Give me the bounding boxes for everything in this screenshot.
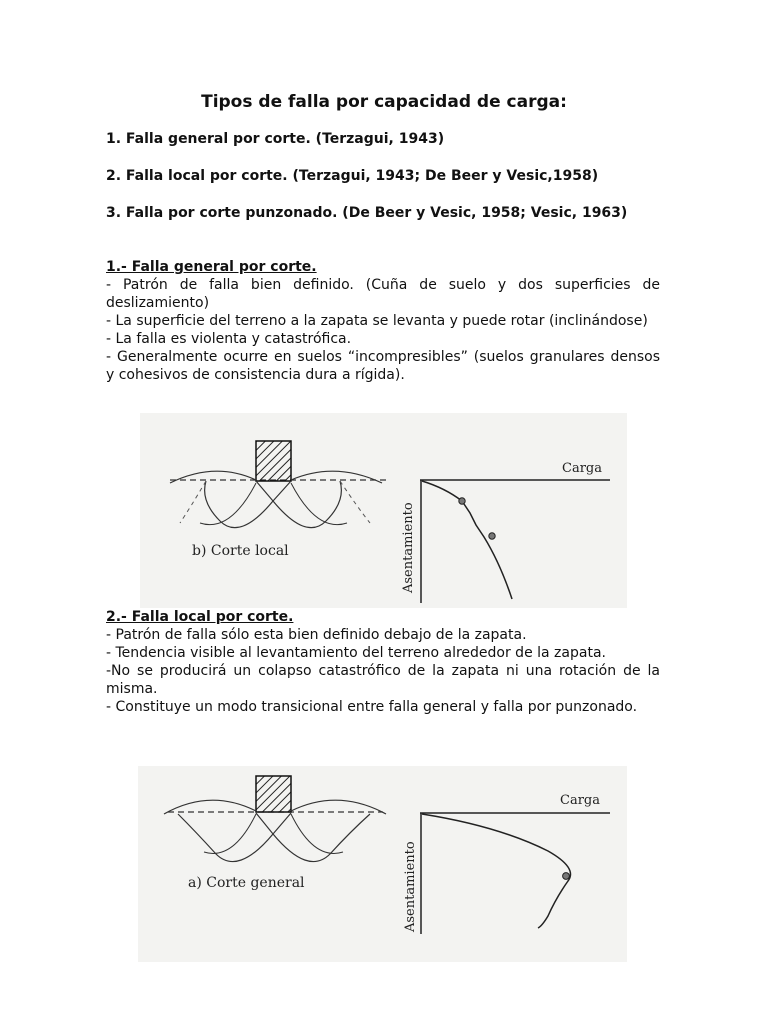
bullet-line: - Generalmente ocurre en suelos “incompresibles” (suelos granulares densos y cohesivos de consistencia dura a rígida).: [106, 349, 660, 383]
load-settlement-curve: [422, 481, 512, 599]
figure-local-shear-drawing: [140, 413, 627, 608]
wedge-lines: [256, 813, 291, 834]
settlement-axis-label: Asentamiento: [403, 841, 418, 932]
figure-caption: a) Corte general: [188, 875, 305, 891]
footing-block: [256, 776, 291, 812]
bullet-line: - Patrón de falla sólo esta bien definido debajo de la zapata.: [106, 627, 527, 643]
list-item-2: 2. Falla local por corte. (Terzagui, 1943; De Beer y Vesic,1958): [106, 168, 599, 184]
slip-surface-right: [273, 814, 370, 862]
dashed-extension-right: [340, 481, 370, 523]
heave-arc-right: [291, 471, 382, 483]
load-settlement-curve: [422, 814, 571, 928]
bullet-line: - Patrón de falla bien definido. (Cuña de suelo y dos superficies de deslizamiento): [106, 277, 660, 311]
dashed-extension-left: [180, 481, 206, 523]
footing-block: [256, 441, 291, 481]
curve-point-2: [489, 533, 495, 539]
page-title: Tipos de falla por capacidad de carga:: [201, 92, 567, 112]
load-axis-label: Carga: [560, 793, 600, 808]
slip-surface-left: [178, 814, 273, 862]
settlement-axis-label: Asentamiento: [401, 502, 416, 593]
list-item-1: 1. Falla general por corte. (Terzagui, 1943): [106, 131, 445, 147]
curve-peak-point: [563, 873, 570, 880]
figure-local-shear: [140, 413, 627, 608]
section-heading: 1.- Falla general por corte.: [106, 259, 317, 275]
bullet-line: -No se producirá un colapso catastrófico de la zapata ni una rotación de la misma.: [106, 663, 660, 697]
slip-surface-right: [273, 481, 341, 528]
load-axis-label: Carga: [562, 461, 602, 476]
figure-caption: b) Corte local: [192, 543, 289, 559]
section-heading: 2.- Falla local por corte.: [106, 609, 294, 625]
slip-surface-left: [205, 481, 273, 528]
section-local-shear: [106, 608, 660, 716]
section-general-shear: [106, 258, 660, 384]
bullet-line: - Tendencia visible al levantamiento del terreno alrededor de la zapata.: [106, 645, 606, 661]
figure-general-shear-drawing: [138, 766, 627, 962]
slip-inner-left: [204, 814, 256, 853]
bullet-line: - La falla es violenta y catastrófica.: [106, 331, 352, 347]
slip-inner-left: [200, 483, 256, 525]
figure-general-shear: [138, 766, 627, 962]
heave-arc-left: [170, 471, 256, 483]
curve-point-1: [459, 498, 465, 504]
bullet-line: - Constituye un modo transicional entre falla general y falla por punzonado.: [106, 699, 638, 715]
list-item-3: 3. Falla por corte punzonado. (De Beer y Vesic, 1958; Vesic, 1963): [106, 205, 628, 221]
wedge-lines: [256, 481, 291, 501]
bullet-line: - La superficie del terreno a la zapata se levanta y puede rotar (inclinándose): [106, 313, 648, 329]
